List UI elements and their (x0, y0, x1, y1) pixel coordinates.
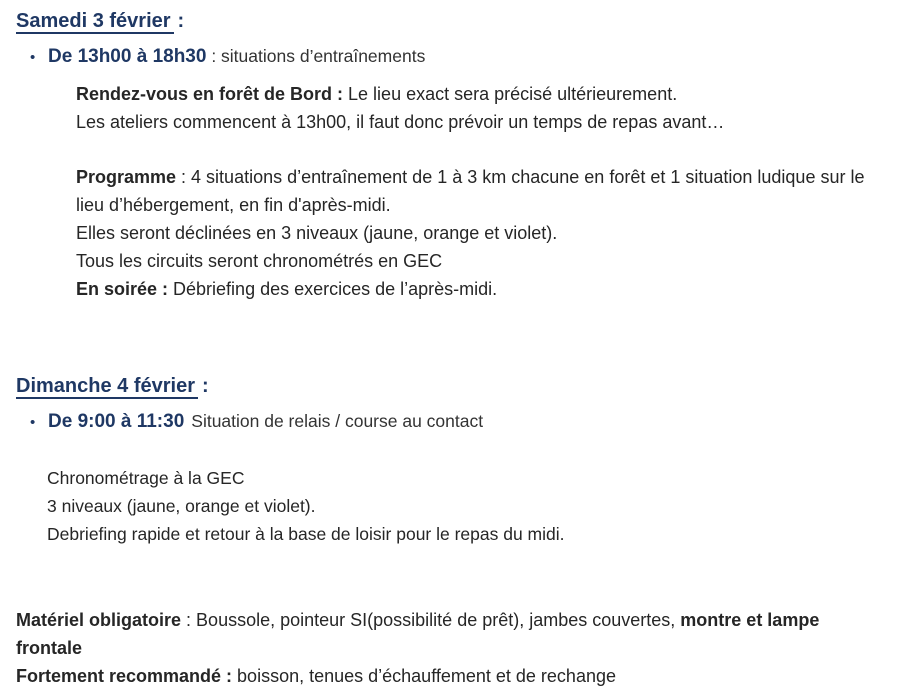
equipment-block (16, 606, 907, 690)
recommended-label: Fortement recommandé : (16, 666, 233, 686)
meeting-point-label: Rendez-vous en forêt de Bord : (76, 84, 344, 104)
bullet-text (48, 407, 483, 437)
section-heading-sunday (16, 373, 907, 399)
program-text-line2: lieu d’hébergement, en fin d'après-midi. (76, 195, 391, 215)
program-label: Programme (76, 167, 177, 187)
heading-sunday-text: Dimanche 4 février (16, 375, 198, 399)
saturday-time-desc: : situations d’entraînements (206, 46, 426, 66)
bullet-item-saturday-time (16, 42, 907, 72)
heading-saturday-text: Samedi 3 février (16, 10, 174, 34)
evening-label: En soirée : (76, 279, 169, 299)
workshops-line: Les ateliers commencent à 13h00, il faut donc prévoir un temps de repas avant… (76, 112, 725, 132)
meeting-point-text: Le lieu exact sera précisé ultérieurement. (343, 84, 678, 104)
bullet-item-sunday-time (16, 407, 907, 437)
recommended-equipment-line (16, 662, 907, 690)
sunday-detail-line: Debriefing rapide et retour à la base de loisir pour le repas du midi. (47, 524, 565, 544)
sunday-time-range: De 9:00 à 11:30 (48, 411, 185, 432)
bullet-icon: • (30, 414, 36, 431)
evening-line (76, 275, 907, 303)
section-heading-saturday (16, 8, 907, 34)
evening-text: Débriefing des exercices de l’après-midi. (168, 279, 498, 299)
program-paragraph (76, 163, 907, 219)
sunday-time-desc: Situation de relais / course au contact (191, 411, 484, 431)
bullet-icon: • (30, 49, 36, 66)
bullet-text (48, 42, 425, 72)
required-bold-items-line1: montre et lampe (680, 610, 820, 630)
saturday-details-block (76, 80, 907, 303)
required-label: Matériel obligatoire (16, 610, 182, 630)
sunday-details-block (47, 464, 907, 548)
meeting-point-line (76, 80, 907, 108)
heading-saturday-colon: : (177, 10, 185, 32)
sunday-detail-line: Chronométrage à la GEC (47, 468, 245, 488)
required-bold-items-line2: frontale (16, 638, 83, 658)
timing-line: Tous les circuits seront chronométrés en GEC (76, 251, 443, 271)
heading-sunday-colon: : (201, 375, 209, 397)
program-text-line1: : 4 situations d’entraînement de 1 à 3 km chacune en forêt et 1 situation ludique sur le (176, 167, 865, 187)
recommended-text: boisson, tenues d’échauffement et de rechange (232, 666, 616, 686)
sunday-detail-line: 3 niveaux (jaune, orange et violet). (47, 496, 316, 516)
section-sunday (16, 373, 907, 548)
levels-line: Elles seront déclinées en 3 niveaux (jaune, orange et violet). (76, 223, 558, 243)
saturday-time-range: De 13h00 à 18h30 (48, 46, 207, 67)
required-text: : Boussole, pointeur SI(possibilité de prêt), jambes couvertes, (181, 610, 681, 630)
required-equipment-paragraph (16, 606, 907, 662)
